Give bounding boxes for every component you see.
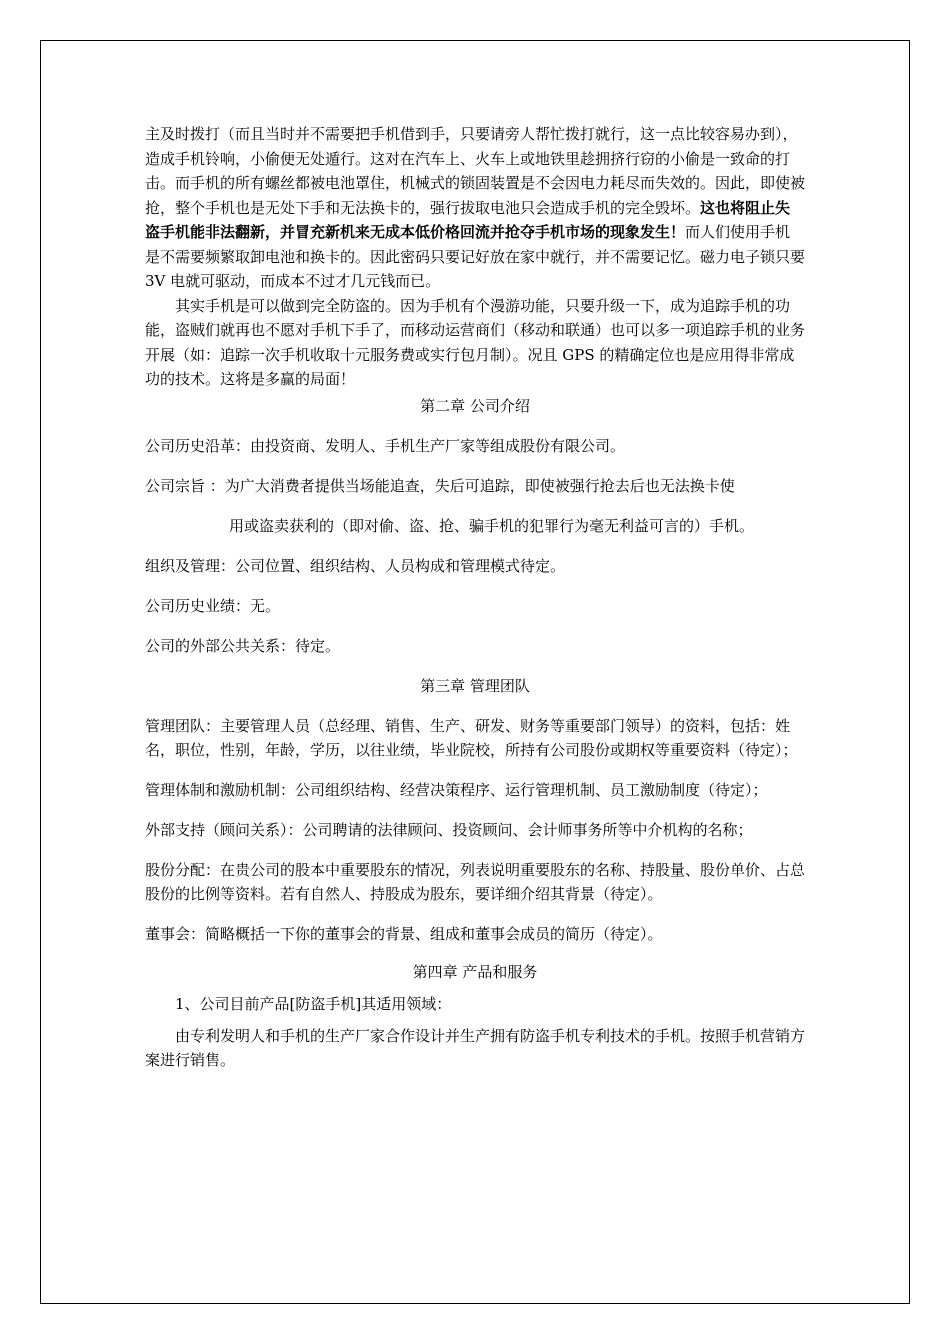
board-of-directors: 董事会：简略概括一下你的董事会的背景、组成和董事会成员的简历（待定）。 [145, 924, 663, 943]
paragraph-tracking: 其实手机是可以做到完全防盗的。因为手机有个漫游功能，只要升级一下，成为追踪手机的功能，盗贼们就再也不愿对手机下手了，而移动运营商们（移动和联通）也可以多一项追踪手机的业务开展（如：追踪一次手机收取十元服务费或实行包月制）。况且 GPS 的精确定位也是应用得非常成功的技术。这将是多赢的局面！ [145, 296, 806, 388]
company-purpose-line-2: 用或盗卖获利的（即对偷、盗、抢、骗手机的犯罪行为毫无利益可言的）手机。 [229, 516, 755, 535]
share-distribution: 股份分配：在贵公司的股本中重要股东的情况，列表说明重要股东的名称、持股量、股份单价、占总股份的比例等资料。若有自然人、持股成为股东，要详细介绍其背景（待定）。 [145, 860, 806, 903]
paragraph-text: 而人们使用手机是不需要频繁取卸电池和换卡的。因此密码只要记好放在家中就行，并不需要记忆。磁力电子锁只要 3V 电就可驱动，而成本不过才几元钱而已。 [145, 223, 806, 290]
external-support: 外部支持（顾问关系）：公司聘请的法律顾问、投资顾问、会计师事务所等中介机构的名称； [145, 820, 753, 839]
product-item-1: 1、公司目前产品[防盗手机]其适用领域： [175, 994, 452, 1013]
chapter-3-title: 第三章 管理团队 [420, 676, 530, 695]
paragraph-text: 主及时拨打（而且当时并不需要把手机借到手，只要请旁人帮忙拨打就行，这一点比较容易办到），造成手机铃响，小偷便无处遁行。这对在汽车上、火车上或地铁里趁拥挤行窃的小偷是一致命的打击。而手机的所有螺丝都被电池罩住，机械式的锁固装置是不会因电力耗尽而失效的。因此，即使被抢，整个手机也是无处下手和无法换卡的，强行拔取电池只会造成手机的完全毁坏。 [145, 125, 806, 217]
product-description: 由专利发明人和手机的生产厂家合作设计并生产拥有防盗手机专利技术的手机。按照手机营销方案进行销售。 [145, 1026, 806, 1069]
paragraph-anti-theft-intro [145, 122, 805, 294]
company-purpose-line-1: 公司宗旨 ：为广大消费者提供当场能追查，失后可追踪，即使被强行抢去后也无法换卡使 [145, 476, 735, 495]
chapter-4-title: 第四章 产品和服务 [412, 962, 538, 981]
organization-management: 组织及管理：公司位置、组织结构、人员构成和管理模式待定。 [145, 556, 566, 575]
chapter-2-title: 第二章 公司介绍 [420, 396, 530, 415]
historical-performance: 公司历史业绩：无。 [145, 596, 281, 615]
document-body [145, 122, 805, 1072]
management-team: 管理团队：主要管理人员（总经理、销售、生产、研发、财务等重要部门领导）的资料，包括：姓名，职位，性别，年龄，学历，以往业绩，毕业院校，所持有公司股份或期权等重要资料（待定）； [145, 716, 798, 759]
company-history: 公司历史沿革：由投资商、发明人、手机生产厂家等组成股份有限公司。 [145, 436, 626, 455]
management-system: 管理体制和激励机制：公司组织结构、经营决策程序、运行管理机制、员工激励制度（待定）； [145, 780, 768, 799]
bold-emphasis: 这也将阻止失盗手机能非法翻新，并冒充新机来无成本低价格回流并抢夺手机市场的现象发生！ [145, 198, 791, 241]
public-relations: 公司的外部公共关系：待定。 [145, 636, 341, 655]
